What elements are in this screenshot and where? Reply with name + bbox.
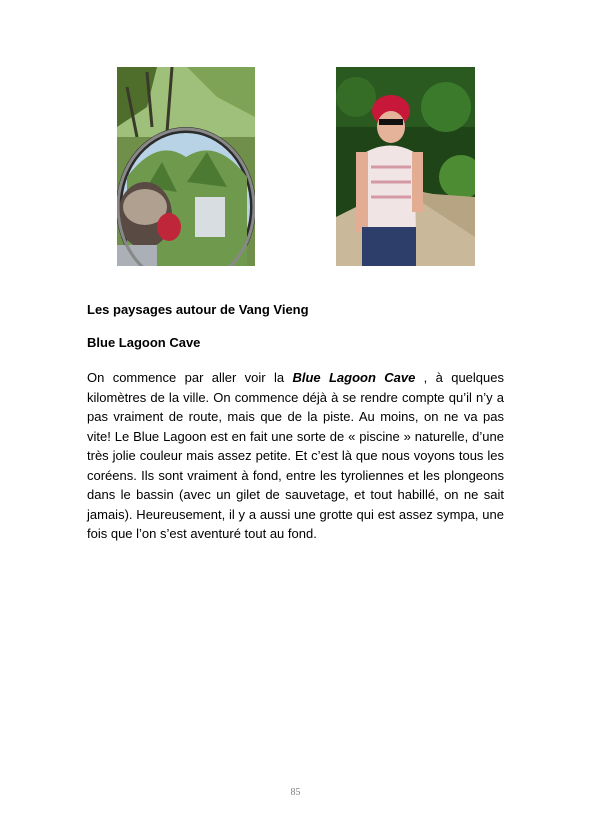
subsection-title: Blue Lagoon Cave (87, 335, 201, 350)
body-paragraph (87, 368, 504, 544)
mirror-reflection-photo (117, 67, 255, 266)
blue-lagoon-highlight: Blue Lagoon Cave (292, 370, 416, 385)
body-text-part1: On commence par aller voir la (87, 370, 293, 385)
section-title: Les paysages autour de Vang Vieng (87, 302, 309, 317)
body-text-part2: , à quelques kilomètres de la ville. On commence déjà à se rendre compte qu’il n’y a pas vraiment de route, mais que de la piste. Au moins, on ne va pas vite! Le Blue Lagoon est en fait une sorte de « piscine » naturelle, d’une très jolie couleur mais assez petite. Et c’est là que nous voyons tous les coréens. Ils sont vraiment à fond, entre les tyroliennes et les plongeons dans le bassin (avec un gilet de sauvetage, et tout habillé, on ne sait jamais). Heureusement, il y a aussi une grotte qui est assez sympa, une fois que l’on s’est aventuré tout au fond. (87, 370, 504, 541)
woman-with-helmet-photo (336, 67, 475, 266)
page-number: 85 (290, 787, 301, 798)
